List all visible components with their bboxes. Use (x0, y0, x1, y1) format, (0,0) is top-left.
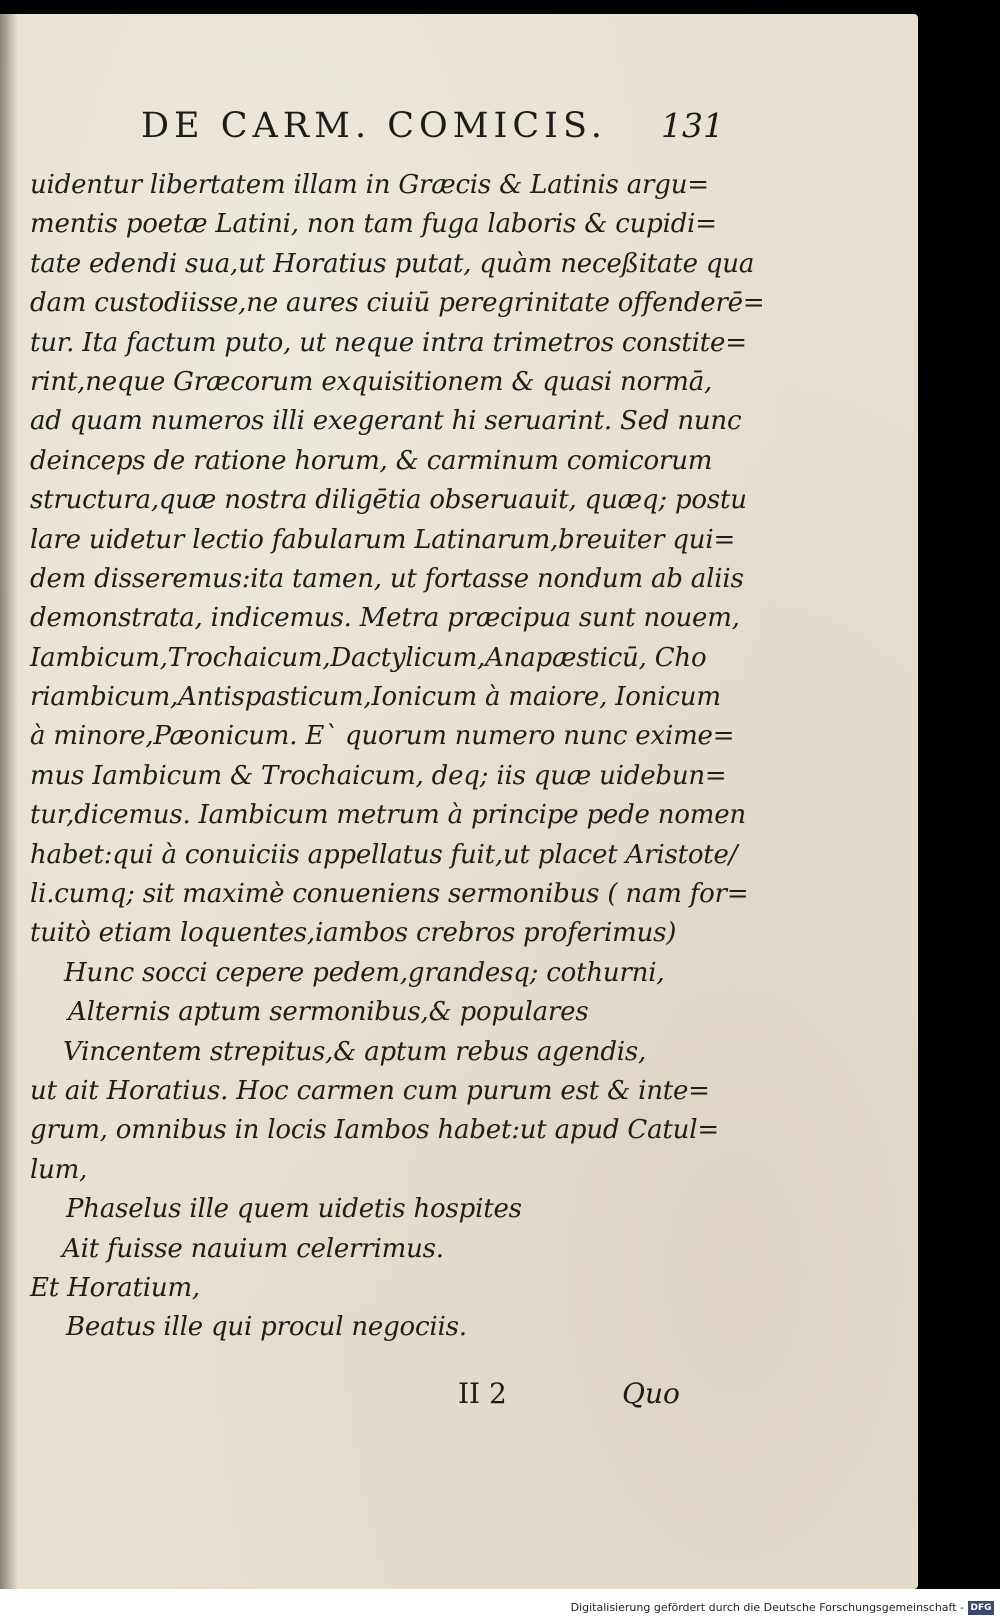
text-line: tate edendi sua,ut Horatius putat, quàm neceßitate qua (30, 248, 755, 279)
funding-credit: Digitalisierung gefördert durch die Deutsche Forschungsgemeinschaft - (570, 1601, 964, 1614)
text-line: ad quam numeros illi exegerant hi seruarint. Sed nunc (30, 406, 742, 437)
text-line: dem disseremus:ita tamen, ut fortasse nondum ab aliis (30, 563, 744, 594)
page-gutter-shadow (0, 14, 18, 1589)
verse-line: Vincentem strepitus,& aptum rebus agendis, (63, 1036, 647, 1067)
text-line: rint,neque Græcorum exquisitionem & quasi normā, (30, 366, 713, 397)
text-line: dam custodiisse,ne aures ciuiū peregrinitate offenderē= (30, 288, 765, 319)
verse-line: Alternis aptum sermonibus,& populares (68, 997, 589, 1028)
text-line: mus Iambicum & Trochaicum, deq; iis quæ uidebun= (30, 760, 727, 791)
text-line: lare uidetur lectio fabularum Latinarum,breuiter qui= (30, 524, 736, 555)
text-line: mentis poetæ Latini, non tam fuga laboris & cupidi= (30, 209, 717, 240)
verse-line: Hunc socci cepere pedem,grandesq; cothurni, (64, 957, 665, 988)
text-line: li.cumq; sit maximè conueniens sermonibus ( nam for= (30, 879, 749, 910)
verse-line: Beatus ille qui procul negociis. (66, 1312, 467, 1343)
page-header (141, 106, 724, 166)
text-line: demonstrata, indicemus. Metra præcipua sunt nouem, (30, 603, 740, 634)
text-line: structura,quæ nostra diligētia obseruauit, quæq; postu (30, 485, 747, 516)
text-line: ut ait Horatius. Hoc carmen cum purum est & inte= (30, 1075, 710, 1106)
credit-bar (0, 1589, 1000, 1623)
running-title: DE CARM. COMICIS. (141, 106, 607, 146)
text-line: deinceps de ratione horum, & carminum comicorum (30, 445, 713, 476)
text-line: tuitò etiam loquentes,iambos crebros proferimus) (30, 918, 677, 949)
text-line: Iambicum,Trochaicum,Dactylicum,Anapæsticū, Cho (30, 642, 707, 673)
text-line: tur. Ita factum puto, ut neque intra trimetros constite= (30, 327, 747, 358)
signature-mark: II 2 (458, 1377, 507, 1410)
dfg-logo-icon: DFG (968, 1601, 994, 1615)
page-number: 131 (661, 106, 724, 145)
text-line: grum, omnibus in locis Iambos habet:ut apud Catul= (30, 1115, 719, 1146)
text-line: uidentur libertatem illam in Græcis & Latinis argu= (30, 170, 709, 200)
catchword: Quo (622, 1377, 680, 1410)
text-line: lum, (30, 1154, 88, 1185)
text-line: à minore,Pæonicum. E` quorum numero nunc exime= (30, 721, 735, 752)
text-line: habet:qui à conuiciis appellatus fuit,ut placet Aristote/ (30, 839, 738, 870)
verse-line: Ait fuisse nauium celerrimus. (62, 1233, 444, 1264)
text-line: Et Horatium, (30, 1272, 200, 1303)
text-line: tur,dicemus. Iambicum metrum à principe pede nomen (30, 800, 746, 831)
verse-line: Phaselus ille quem uidetis hospites (66, 1194, 522, 1225)
page-text (30, 166, 765, 1348)
text-line: riambicum,Antispasticum,Ionicum à maiore, Ionicum (30, 682, 721, 713)
